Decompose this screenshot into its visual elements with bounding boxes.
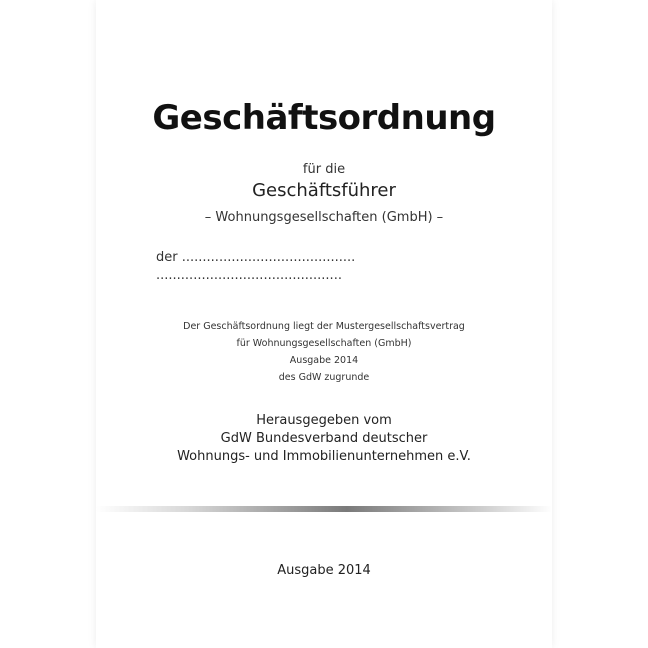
subtitle-large: Geschäftsführer [252, 180, 396, 201]
publisher-line: Wohnungs- und Immobilienunternehmen e.V. [177, 449, 471, 464]
note-line: des GdW zugrunde [278, 372, 370, 383]
publisher-line: GdW Bundesverband deutscher [220, 431, 428, 446]
note-line: Ausgabe 2014 [289, 355, 359, 366]
document-title: Geschäftsordnung [152, 98, 496, 138]
der-label: der [156, 250, 178, 265]
der-dots: .......................................... [181, 250, 356, 265]
der-fill-line [156, 250, 355, 265]
publisher-line: Herausgegeben vom [256, 413, 392, 428]
company-type: – Wohnungsgesellschaften (GmbH) – [204, 210, 444, 225]
publisher-block [96, 412, 552, 466]
subtitle-small: für die [302, 162, 346, 177]
note-line: für Wohnungsgesellschaften (GmbH) [236, 338, 412, 349]
fill-dots-line: ............................................. [156, 268, 342, 283]
gradient-divider [96, 506, 552, 512]
note-block [96, 318, 552, 386]
edition-label: Ausgabe 2014 [277, 563, 371, 578]
document-page [96, 0, 552, 648]
note-line: Der Geschäftsordnung liegt der Mustergesellschaftsvertrag [183, 321, 465, 332]
